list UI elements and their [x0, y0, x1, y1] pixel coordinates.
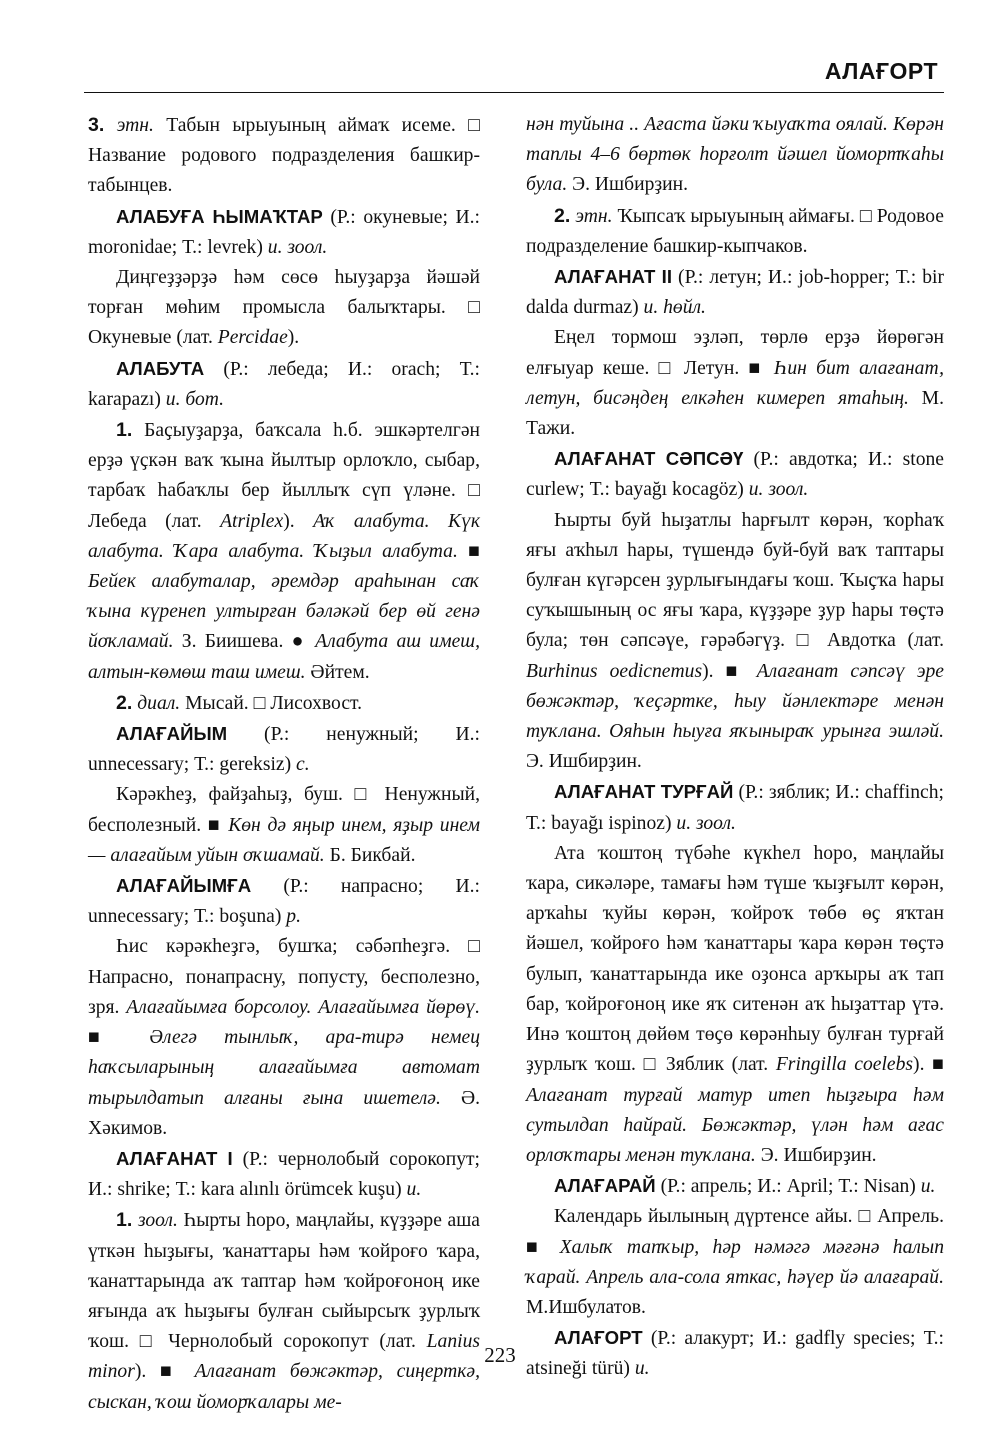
header-rule: [84, 92, 944, 93]
dictionary-paragraph: АЛАҒАЙЫМ (Р.: ненужный; И.: unnecessary; Т.: gereksiz) с.: [88, 723, 480, 776]
dictionary-paragraph: Ата ҡоштоң түбәһе күкһел һоро, маңлайы ҡара, сикәләре, тамағы һәм түше ҡыҙғылт көрән, арҡаһы ҡуйы көрән, ҡойроҡ төбө өҫ яҡтан йәшел, ҡойроғо һәм ҡанаттары ҡара көрән төҫтә булып, ҡанаттарында ике оҙонса арҡыры аҡ тап бар, ҡойроғоноң ике яҡ ситенән аҡ һыҙаттар үтә. Инә ҡоштоң дөйөм төҫө көрәнһыу булған турғай ҙурлыҡ ҡош. □ Зяблик (лат. Fringilla coelebs). ■ Алағанат турғай матур итеп һыҙғыра һәм сутылдап һайрай. Бөжәктәр, үлән һәм ағас орлоҡтары менән туҡлана. Э. Ишбирҙин.: [526, 842, 944, 1166]
dictionary-paragraph: Еңел тормош эҙләп, төрлө ерҙә йөрөгән елғыуар кеше. □ Летун. ■ Һин бит алағанат, летун, бисәңдең елкәһен кимереп ятаһың. М. Тажи.: [526, 327, 944, 440]
dictionary-paragraph: АЛАҒОРТ (Р.: алакурт; И.: gadfly species; Т.: atsineği türü) и.: [526, 1327, 944, 1380]
dictionary-paragraph: Һырты буй һыҙатлы һарғылт көрән, ҡорһаҡ яғы аҡһыл һары, түшендә буй-буй ваҡ таптары булған күгәрсен ҙурлығындағы ҡош. Ҡыҫҡа һары суҡышының ос яғы ҡара, күҙҙәре ҙур һары төҫтә була; төн сәпсәүе, гәрәбәгүҙ. □ Авдотка (лат. Burhinus oedicnemus). ■ Алағанат сәпсәү эре бөжәктәр, ҡеҫәртке, һыу йәнлектәре менән туҡлана. Ояһын һыуға яҡыныраҡ урынға эшләй. Э. Ишбирҙин.: [526, 509, 944, 773]
dictionary-paragraph: АЛАҒАРАЙ (Р.: апрель; И.: April; Т.: Nisan) и.: [554, 1175, 936, 1198]
dictionary-paragraph: АЛАҒАЙЫМҒА (Р.: напрасно; И.: unnecessary; Т.: boşuna) р.: [88, 875, 480, 928]
dictionary-paragraph: АЛАҒАНАТ II (Р.: летун; И.: job-hopper; Т.: bir dalda durmaz) и. һөйл.: [526, 266, 944, 319]
dictionary-paragraph: Кәрәкһеҙ, файҙаһыҙ, буш. □ Ненужный, бесполезный. ■ Көн дә яңыр инем, яҙыр инем — алағайым уйын оҡшамай. Б. Бикбай.: [88, 784, 480, 866]
dictionary-paragraph: 1. Баҫыуҙарҙа, баҡсала һ.б. эшкәртелгән ерҙә үҫкән ваҡ ҡына йылтыр орлоҡло, сыбар, тарбаҡ һабаҡлы бер йыллыҡ сүп үләне. □ Лебеда (лат. Atriplex). Аҡ алабута. Күк алабута. Ҡара алабута. Ҡыҙыл алабута. ■ Бейек алабуталар, әремдәр араһынан саҡ ҡына күренеп ултырған бәләкәй бер өй генә йоҡламай. З. Биишева. ● Алабута аш имеш, алтын-көмөш таш имеш. Әйтем.: [88, 419, 480, 683]
dictionary-paragraph: АЛАҒАНАТ I (Р.: чернолобый сорокопут; И.: shrike; Т.: kara alınlı örümcek kuşu) и.: [88, 1147, 480, 1201]
dictionary-paragraph: 1. зоол. Һырты һоро, маңлайы, күҙҙәре аша үткән һыҙығы, ҡанаттары һәм ҡойроғо ҡара, ҡанаттарында аҡ таптар һәм ҡойроғоноң ике яғында аҡ һыҙығы булған сыйырсыҡ ҙурлыҡ ҡош. □ Чернолобый сорокопут (лат. Lanius minor). ■ Алағанат бөжәктәр, сиңерткә, сыскан, ҡош йоморҡалары ме-: [88, 1209, 480, 1413]
left-column: [88, 110, 480, 1418]
dictionary-paragraph: АЛАБУТА (Р.: лебеда; И.: orach; Т.: karapazı) и. бот.: [88, 357, 480, 410]
dictionary-paragraph: 2. этн. Ҡыпсаҡ ырыуының аймағы. □ Родовое подразделение башкир-кыпчаков.: [526, 204, 944, 257]
dictionary-paragraph: АЛАҒАНАТ СӘПСӘҮ (Р.: авдотка; И.: stone curlew; Т.: bayağı kocagöz) и. зоол.: [526, 448, 944, 501]
running-head: АЛАҒОРТ: [824, 58, 938, 84]
dictionary-paragraph: АЛАҒАНАТ ТУРҒАЙ (Р.: зяблик; И.: chaffinch; Т.: bayağı ispinoz) и. зоол.: [526, 781, 944, 834]
dictionary-paragraph: Диңгеҙҙәрҙә һәм сөсө һыуҙарҙа йәшәй торған мөһим промысла балыҡтары. □ Окуневые (лат. Percidae).: [88, 267, 480, 349]
dictionary-paragraph: Календарь йылының дүртенсе айы. □ Апрель. ■ Халыҡ тапҡыр, һәр нәмәгә мәғәнә һалып ҡарай. Апрель ала-сола яткас, һәүер йә алағарай. М.Ишбулатов.: [526, 1206, 944, 1318]
dictionary-paragraph: Һис кәрәкһеҙгә, бушҡа; сәбәпһеҙгә. □ Напрасно, понапрасну, попусту, бесполезно, зря. Алағайымға борсолоу. Алағайымға йөрөү. ■ Әлегә тынлыҡ, ара-тирә немец һаҡсыларының алағайымға автомат тырылдатып алғаны ғына ишетелә. Ә. Хәкимов.: [88, 936, 480, 1139]
right-column: [526, 110, 944, 1385]
page-number: 223: [484, 1343, 516, 1367]
dictionary-paragraph: нән туйына .. Ағаста йәки ҡыуаҡта оялай. Көрән таплы 4–6 бөртөк һорғолт йәшел йомортҡаһы була. Э. Ишбирҙин.: [526, 114, 944, 196]
dictionary-paragraph: 2. диал. Мысай. □ Лисохвост.: [116, 691, 362, 714]
dictionary-paragraph: АЛАБУҒА ҺЫМАҠТАР (Р.: окуневые; И.: moronidae; Т.: levrek) и. зоол.: [88, 205, 480, 258]
dictionary-paragraph: 3. этн. Табын ырыуының аймаҡ исеме. □ Название родового подразделения башкир-табынцев.: [88, 114, 480, 197]
